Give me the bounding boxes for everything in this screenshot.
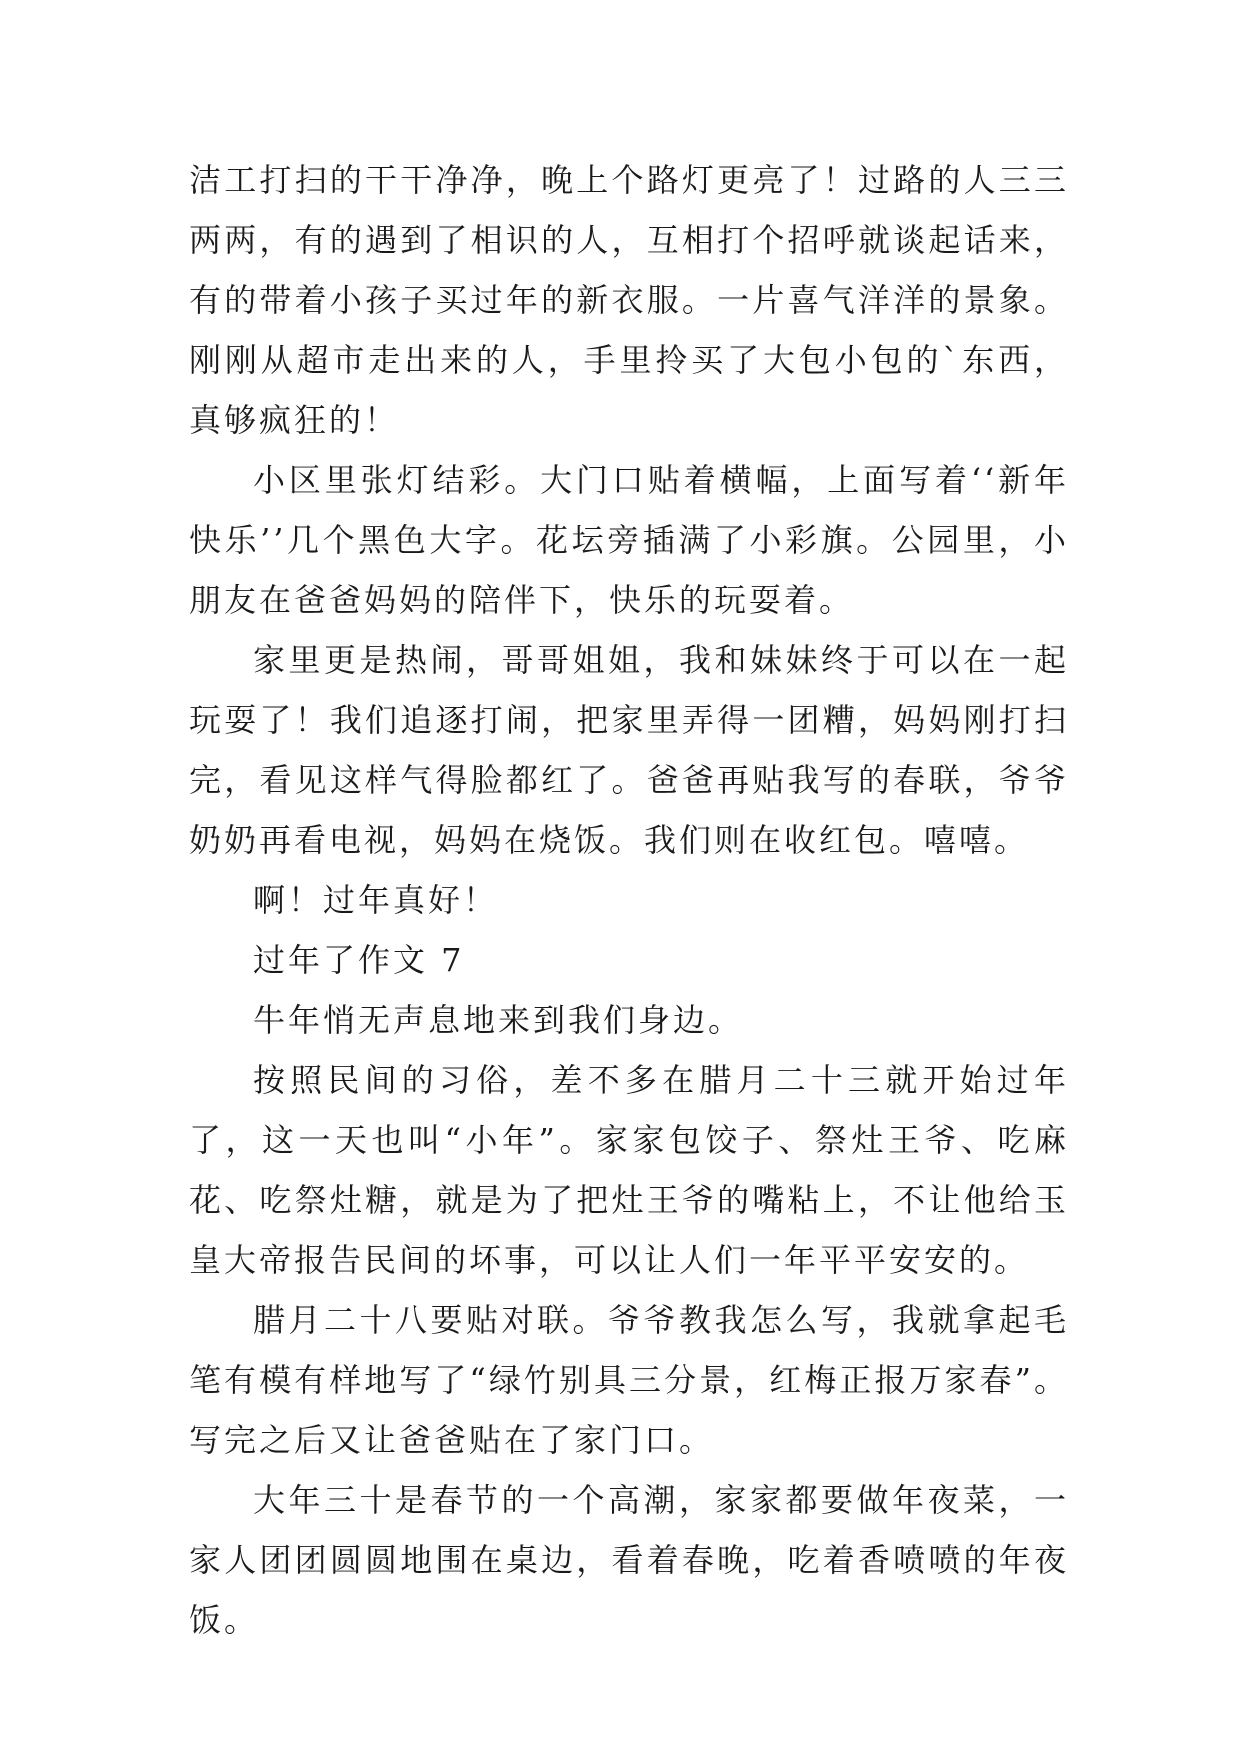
paragraph-5: 牛年悄无声息地来到我们身边。 (253, 1001, 744, 1039)
paragraph-8: 大年三十是春节的一个高潮，家家都要做年夜菜，一家人团团圆圆地围在桌边，看着春晚，吃着香喷喷的年夜饭。 (189, 1481, 1069, 1639)
paragraph-4: 啊！过年真好！ (253, 881, 499, 919)
paragraph-1: 洁工打扫的干干净净，晚上个路灯更亮了！过路的人三三两两，有的遇到了相识的人，互相打个招呼就谈起话来，有的带着小孩子买过年的新衣服。一片喜气洋洋的景象。刚刚从超市走出来的人，手里拎买了大包小包的`东西，真够疯狂的！ (189, 161, 1069, 439)
paragraph-7: 腊月二十八要贴对联。爷爷教我怎么写，我就拿起毛笔有模有样地写了“绿竹别具三分景，红梅正报万家春”。写完之后又让爸爸贴在了家门口。 (189, 1301, 1069, 1459)
paragraph-3: 家里更是热闹，哥哥姐姐，我和妹妹终于可以在一起玩耍了！我们追逐打闹，把家里弄得一团糟，妈妈刚打扫完，看见这样气得脸都红了。爸爸再贴我写的春联，爷爷奶奶再看电视，妈妈在烧饭。我们则在收红包。嘻嘻。 (189, 641, 1069, 859)
section-heading: 过年了作文 7 (253, 941, 465, 979)
document-body (189, 150, 1069, 1650)
paragraph-2: 小区里张灯结彩。大门口贴着横幅，上面写着‘‘新年快乐’’几个黑色大字。花坛旁插满了小彩旗。公园里，小朋友在爸爸妈妈的陪伴下，快乐的玩耍着。 (189, 461, 1069, 619)
paragraph-6: 按照民间的习俗，差不多在腊月二十三就开始过年了，这一天也叫“小年”。家家包饺子、祭灶王爷、吃麻花、吃祭灶糖，就是为了把灶王爷的嘴粘上，不让他给玉皇大帝报告民间的坏事，可以让人们一年平平安安的。 (189, 1061, 1069, 1279)
